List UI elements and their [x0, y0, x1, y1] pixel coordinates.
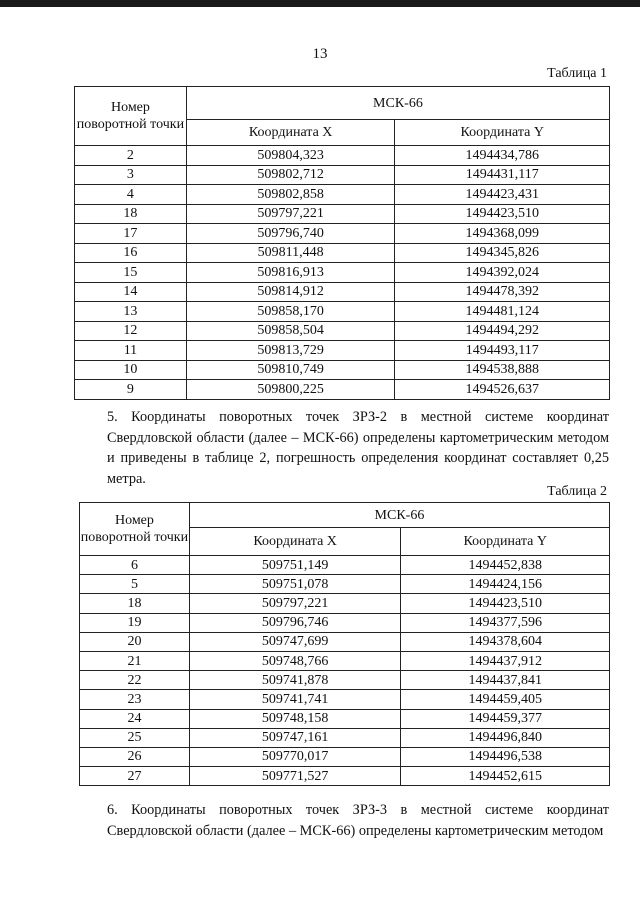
table-row	[80, 747, 610, 766]
point-number-cell: 6	[80, 556, 190, 575]
coordinate-y-cell: 1494459,405	[401, 690, 610, 709]
table-row	[75, 204, 610, 224]
table-row	[80, 709, 610, 728]
coordinate-x-cell: 509751,149	[189, 556, 401, 575]
coordinate-y-cell: 1494368,099	[395, 224, 610, 244]
coordinate-y-cell: 1494423,431	[395, 185, 610, 205]
table1-header-x: Координата X	[186, 120, 395, 146]
table2-header-point: Номер поворотной точки	[80, 503, 190, 556]
table-row	[75, 321, 610, 341]
paragraph-5	[79, 407, 609, 489]
table-row	[80, 728, 610, 747]
coordinate-y-cell: 1494526,637	[395, 380, 610, 400]
coordinate-x-cell: 509741,741	[189, 690, 401, 709]
table-row	[75, 185, 610, 205]
paragraph-6-text: 6. Координаты поворотных точек ЗРЗ-3 в местной системе координат Свердловской области (далее – МСК-66) определены картометрическим методом	[107, 802, 609, 839]
table2-body	[80, 556, 610, 786]
table2	[79, 502, 610, 786]
coordinate-y-cell: 1494431,117	[395, 165, 610, 185]
coordinate-x-cell: 509751,078	[189, 575, 401, 594]
point-number-cell: 17	[75, 224, 187, 244]
coordinate-x-cell: 509747,161	[189, 728, 401, 747]
coordinate-x-cell: 509814,912	[186, 282, 395, 302]
table1-label: Таблица 1	[547, 66, 607, 81]
table2-header-system: МСК-66	[189, 503, 609, 528]
table1-header-system: МСК-66	[186, 87, 609, 120]
coordinate-y-cell: 1494452,615	[401, 767, 610, 786]
coordinate-y-cell: 1494496,538	[401, 747, 610, 766]
coordinate-y-cell: 1494478,392	[395, 282, 610, 302]
coordinate-y-cell: 1494437,912	[401, 651, 610, 670]
point-number-cell: 13	[75, 302, 187, 322]
point-number-cell: 18	[80, 594, 190, 613]
table-row	[75, 243, 610, 263]
table-row	[75, 224, 610, 244]
point-number-cell: 19	[80, 613, 190, 632]
table-row	[75, 360, 610, 380]
coordinate-y-cell: 1494434,786	[395, 146, 610, 166]
point-number-cell: 11	[75, 341, 187, 361]
page-number: 13	[312, 46, 328, 62]
point-number-cell: 20	[80, 632, 190, 651]
coordinate-x-cell: 509858,504	[186, 321, 395, 341]
paragraph-5-text: 5. Координаты поворотных точек ЗРЗ-2 в местной системе координат Свердловской области (далее – МСК-66) определены картометрическим методом и приведены в таблице 2, погрешность определения координат составляет 0,25 метра.	[107, 409, 609, 487]
coordinate-x-cell: 509800,225	[186, 380, 395, 400]
coordinate-y-cell: 1494377,596	[401, 613, 610, 632]
coordinate-x-cell: 509802,712	[186, 165, 395, 185]
point-number-cell: 2	[75, 146, 187, 166]
coordinate-x-cell: 509804,323	[186, 146, 395, 166]
coordinate-x-cell: 509748,766	[189, 651, 401, 670]
point-number-cell: 14	[75, 282, 187, 302]
table-row	[75, 380, 610, 400]
table-row	[75, 263, 610, 283]
point-number-cell: 26	[80, 747, 190, 766]
paragraph-6	[79, 800, 609, 841]
coordinate-x-cell: 509747,699	[189, 632, 401, 651]
table-row	[80, 651, 610, 670]
coordinate-x-cell: 509858,170	[186, 302, 395, 322]
table-row	[75, 341, 610, 361]
table2-header-y: Координата Y	[401, 528, 610, 556]
coordinate-y-cell: 1494345,826	[395, 243, 610, 263]
coordinate-y-cell: 1494424,156	[401, 575, 610, 594]
table-row	[75, 302, 610, 322]
point-number-cell: 10	[75, 360, 187, 380]
coordinate-x-cell: 509741,878	[189, 671, 401, 690]
table-row	[80, 690, 610, 709]
point-number-cell: 21	[80, 651, 190, 670]
coordinate-x-cell: 509797,221	[189, 594, 401, 613]
point-number-cell: 25	[80, 728, 190, 747]
coordinate-y-cell: 1494459,377	[401, 709, 610, 728]
coordinate-x-cell: 509748,158	[189, 709, 401, 728]
table-row	[80, 632, 610, 651]
table-row	[75, 165, 610, 185]
point-number-cell: 12	[75, 321, 187, 341]
table-row	[80, 594, 610, 613]
coordinate-x-cell: 509811,448	[186, 243, 395, 263]
coordinate-x-cell: 509770,017	[189, 747, 401, 766]
point-number-cell: 4	[75, 185, 187, 205]
coordinate-x-cell: 509797,221	[186, 204, 395, 224]
point-number-cell: 24	[80, 709, 190, 728]
point-number-cell: 15	[75, 263, 187, 283]
point-number-cell: 9	[75, 380, 187, 400]
table1-header-point: Номер поворотной точки	[75, 87, 187, 146]
point-number-cell: 3	[75, 165, 187, 185]
coordinate-x-cell: 509771,527	[189, 767, 401, 786]
coordinate-x-cell: 509796,740	[186, 224, 395, 244]
coordinate-y-cell: 1494437,841	[401, 671, 610, 690]
coordinate-y-cell: 1494452,838	[401, 556, 610, 575]
table1-body	[75, 146, 610, 400]
table1-header-y: Координата Y	[395, 120, 610, 146]
table-row	[75, 282, 610, 302]
coordinate-x-cell: 509810,749	[186, 360, 395, 380]
point-number-cell: 5	[80, 575, 190, 594]
point-number-cell: 27	[80, 767, 190, 786]
point-number-cell: 22	[80, 671, 190, 690]
table1	[74, 86, 610, 400]
table2-header-x: Координата X	[189, 528, 401, 556]
point-number-cell: 23	[80, 690, 190, 709]
point-number-cell: 16	[75, 243, 187, 263]
table-row	[80, 575, 610, 594]
coordinate-y-cell: 1494494,292	[395, 321, 610, 341]
coordinate-y-cell: 1494392,024	[395, 263, 610, 283]
point-number-cell: 18	[75, 204, 187, 224]
table-row	[80, 767, 610, 786]
coordinate-y-cell: 1494538,888	[395, 360, 610, 380]
table2-label: Таблица 2	[547, 484, 607, 499]
coordinate-y-cell: 1494493,117	[395, 341, 610, 361]
table-row	[75, 146, 610, 166]
coordinate-y-cell: 1494423,510	[395, 204, 610, 224]
table-row	[80, 671, 610, 690]
coordinate-x-cell: 509813,729	[186, 341, 395, 361]
coordinate-y-cell: 1494423,510	[401, 594, 610, 613]
coordinate-y-cell: 1494378,604	[401, 632, 610, 651]
coordinate-y-cell: 1494481,124	[395, 302, 610, 322]
coordinate-x-cell: 509802,858	[186, 185, 395, 205]
scan-top-edge	[0, 0, 640, 7]
coordinate-x-cell: 509796,746	[189, 613, 401, 632]
table-row	[80, 613, 610, 632]
coordinate-y-cell: 1494496,840	[401, 728, 610, 747]
table-row	[80, 556, 610, 575]
coordinate-x-cell: 509816,913	[186, 263, 395, 283]
